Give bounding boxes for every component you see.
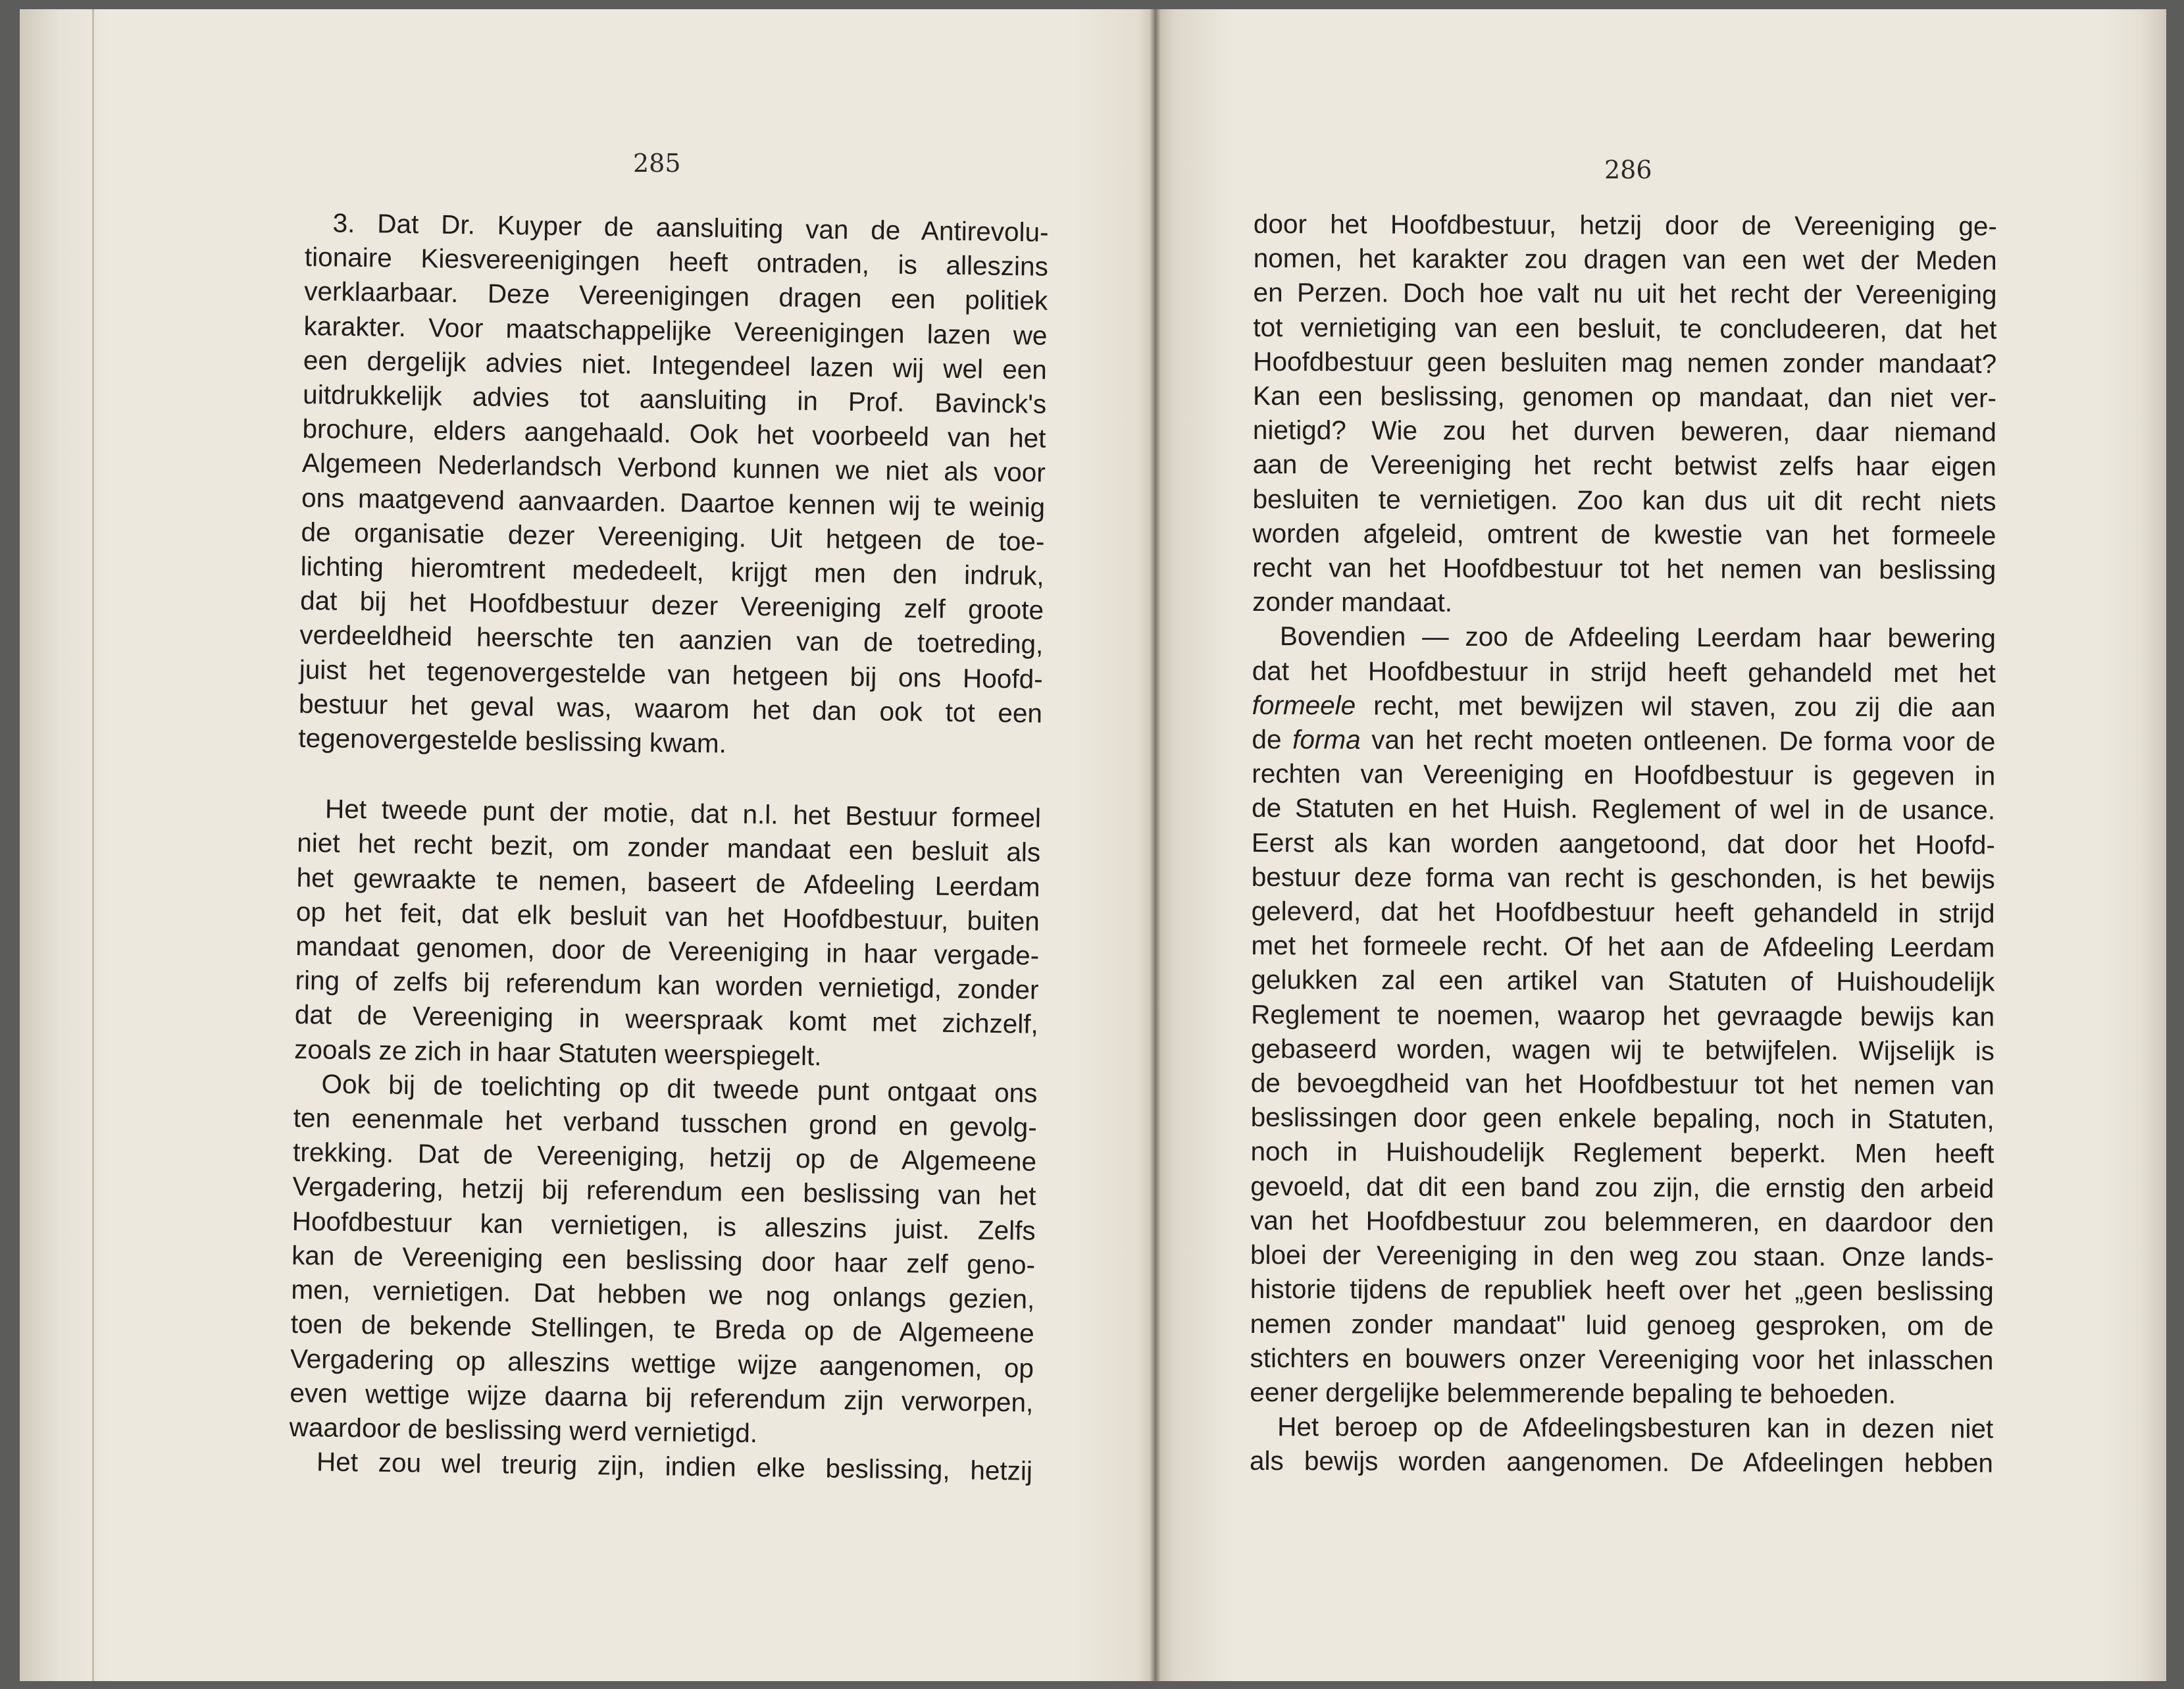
text-line: formeele recht, met bewijzen wil staven, zou zij die aan (1252, 689, 1996, 723)
book-spread (20, 9, 2166, 1681)
text-line: nomen, het karakter zou dragen van een wet der Meden (1253, 243, 1997, 276)
text-line: ring of zelfs bij referendum kan worden vernietigd, zonder (295, 965, 1039, 1005)
text-line: ons maatgevend aanvaarden. Daartoe kennen wij te weinig (301, 482, 1046, 523)
text-line: noch in Huishoudelijk Reglement beperkt. Men heeft (1250, 1136, 1994, 1170)
text-line: besluiten te vernietigen. Zoo kan dus uit dit recht niets (1252, 483, 1996, 517)
text-line: kan de Vereeniging een beslissing door haar zelf geno- (291, 1239, 1036, 1280)
text-line: verklaarbaar. Deze Vereenigingen dragen een politiek (303, 276, 1048, 317)
text-line: mandaat genomen, door de Vereeniging in haar vergade- (295, 930, 1040, 971)
text-line: geleverd, dat het Hoofdbestuur heeft gehandeld in strijd (1251, 896, 1995, 929)
text-line: door het Hoofdbestuur, hetzij door de Vereeniging ge- (1253, 209, 1997, 242)
text-line: toen de bekende Stellingen, te Breda op de Algemeene (290, 1309, 1034, 1349)
text-line: Kan een beslissing, genomen op mandaat, dan niet ver- (1253, 380, 1997, 413)
text-line: historie tijdens de republiek heeft over het „geen beslissing (1250, 1274, 1994, 1307)
text-line: op het feit, dat elk besluit van het Hoofdbestuur, buiten (295, 896, 1040, 937)
text-line: tionaire Kiesvereenigingen heeft ontraden, is alleszins (304, 242, 1049, 282)
text-line: Bovendien — zoo de Afdeeling Leerdam haar bewering (1279, 621, 1996, 654)
page-number-left: 285 (633, 149, 681, 178)
text-line: Reglement te noemen, waarop het gevraagde bewijs kan (1251, 999, 1995, 1032)
text-line: Ook bij de toelichting op dit tweede punt ontgaat ons (321, 1068, 1038, 1108)
text-line: dat de Vereeniging in weerspraak komt met zichzelf, (294, 999, 1039, 1040)
text-line: even wettige wijze daarna bij referendum zijn verworpen, (290, 1377, 1034, 1418)
text-line: aan de Vereeniging het recht betwist zelfs haar eigen (1252, 449, 1996, 482)
text-line: trekking. Dat de Vereeniging, hetzij op de Algemeene (292, 1137, 1037, 1177)
text-line: brochure, elders aangehaald. Ook het voorbeeld van het (302, 413, 1046, 454)
text-line: niet het recht bezit, om zonder mandaat een besluit als (297, 827, 1041, 868)
text-line: en Perzen. Doch hoe valt nu uit het recht der Vereeniging (1253, 277, 1997, 310)
text-line: 3. Dat Dr. Kuyper de aansluiting van de Antirevolu- (332, 207, 1049, 247)
text-line: Hoofdbestuur kan vernietigen, is alleszins juist. Zelfs (292, 1205, 1036, 1246)
text-line: gevoeld, dat dit een band zou zijn, die ernstig den arbeid (1250, 1170, 1994, 1204)
text-line: tegenovergestelde beslissing kwam. (298, 722, 727, 759)
text-line: Vergadering, hetzij bij referendum een beslissing van het (292, 1171, 1036, 1212)
text-line: bestuur het geval was, waarom het dan ook tot een (298, 688, 1043, 729)
text-line: beslissingen door geen enkele bepaling, noch in Statuten, (1250, 1102, 1994, 1135)
text-line: uitdrukkelijk advies tot aansluiting in Prof. Bavinck's (302, 378, 1047, 419)
text-line: de forma van het recht moeten ontleenen. De forma voor de (1252, 724, 1996, 757)
text-line: lichting hieromtrent mededeelt, krijgt men den indruk, (300, 550, 1045, 591)
left-page-text (289, 205, 1049, 1488)
text-line: de Statuten en het Huish. Reglement of wel in de usance. (1252, 793, 1996, 825)
text-line: gebaseerd worden, wagen wij te betwijfelen. Wijselijk is (1250, 1033, 1995, 1066)
text-line: van het Hoofdbestuur zou belemmeren, en daardoor den (1250, 1205, 1994, 1238)
book-gutter (1149, 9, 1161, 1681)
text-line: recht van het Hoofdbestuur tot het nemen van beslissing (1252, 552, 1996, 585)
page-number-right: 286 (1604, 155, 1652, 184)
text-line: verdeeldheid heerschte ten aanzien van de toetreding, (299, 619, 1044, 660)
text-line: eener dergelijke belemmerende bepaling te behoeden. (1250, 1376, 1896, 1409)
text-line: tot vernietiging van een besluit, te concludeeren, dat het (1253, 311, 1997, 345)
text-line: een dergelijk advies niet. Integendeel lazen wij wel een (303, 344, 1048, 385)
text-line: ten eenenmale het verband tusschen grond en gevolg- (293, 1102, 1038, 1143)
text-line: men, vernietigen. Dat hebben we nog onlangs gezien, (291, 1274, 1035, 1314)
italic-term: forma (1292, 724, 1361, 755)
text-line: Algemeen Nederlandsch Verbond kunnen we niet als voor (301, 448, 1046, 488)
text-line: Het tweede punt der motie, dat n.l. het Bestuur formeel (324, 793, 1042, 833)
text-line: juist het tegenovergestelde van hetgeen bij ons Hoofd- (299, 654, 1043, 694)
text-line: de organisatie dezer Vereeniging. Uit hetgeen de toe- (301, 516, 1045, 557)
text-line: waardoor de beslissing werd vernietigd. (289, 1411, 758, 1449)
text-line: stichters en bouwers onzer Vereeniging voor het inlasschen (1250, 1342, 1994, 1376)
text-line: dat bij het Hoofdbestuur dezer Vereeniging zelf groote (299, 585, 1044, 625)
text-line: als bewijs worden aangenomen. De Afdeelingen hebben (1249, 1445, 1994, 1478)
text-line: bestuur deze forma van recht is geschonden, is het bewijs (1251, 861, 1995, 895)
text-line: gelukken zal een artikel van Statuten of Huishoudelijk (1251, 964, 1995, 998)
text-line: Het beroep op de Afdeelingsbesturen kan in dezen niet (1277, 1411, 1994, 1444)
text-line: nietigd? Wie zou het durven beweren, daar niemand (1252, 415, 1997, 448)
text-line: karakter. Voor maatschappelijke Vereenigingen lazen we (303, 310, 1048, 351)
text-line: zonder mandaat. (1252, 586, 1453, 618)
text-line: bloei der Vereeniging in den weg zou staan. Onze lands- (1250, 1239, 1994, 1272)
text-line: dat het Hoofdbestuur in strijd heeft gehandeld met het (1252, 655, 1996, 689)
text-line: Hoofdbestuur geen besluiten mag nemen zonder mandaat? (1253, 346, 1997, 379)
text-line: met het formeele recht. Of het aan de Afdeeling Leerdam (1251, 930, 1995, 963)
text-line: Eerst als kan worden aangetoond, dat door het Hoofd- (1251, 827, 1996, 860)
text-line: Vergadering op alleszins wettige wijze aangenomen, op (290, 1343, 1034, 1384)
text-line: de bevoegdheid van het Hoofdbestuur tot het nemen van (1250, 1068, 1994, 1101)
page-edge (92, 9, 94, 1681)
text-line: rechten van Vereeniging en Hoofdbestuur is gegeven in (1252, 758, 1996, 791)
italic-term: formeele (1252, 689, 1356, 721)
text-line: worden afgeleid, omtrent de kwestie van het formeele (1252, 517, 1996, 551)
text-line: Het zou wel treurig zijn, indien elke beslissing, hetzij (316, 1446, 1033, 1486)
text-line: zooals ze zich in haar Statuten weerspiegelt. (293, 1033, 822, 1072)
text-line: het gewraakte te nemen, baseert de Afdeeling Leerdam (296, 862, 1040, 902)
right-page-text (1250, 207, 1997, 1480)
text-line: nemen zonder mandaat" luid genoeg gesproken, om de (1250, 1308, 1994, 1341)
